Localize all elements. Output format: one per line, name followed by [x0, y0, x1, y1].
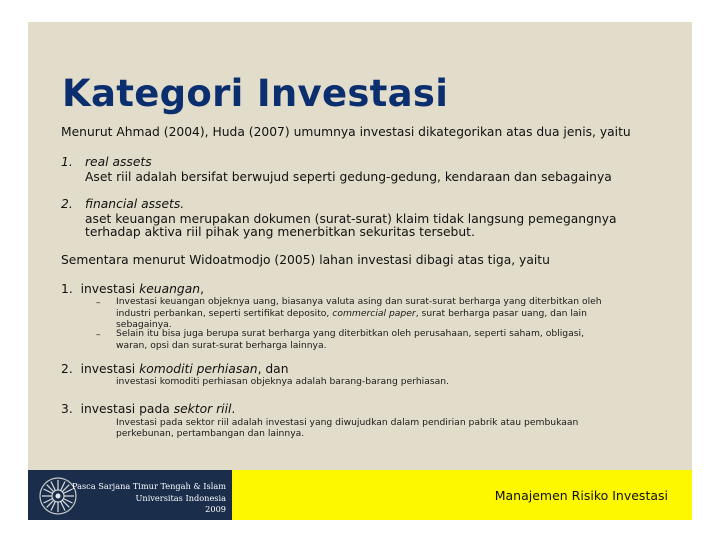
bullet2-line2: waran, opsi dan surat-surat berharga lainnya.: [116, 339, 327, 351]
list2-number-2: 2.: [61, 362, 73, 376]
list1-number-2: 2.: [61, 197, 73, 211]
footer-line2: Universitas Indonesia: [135, 493, 226, 503]
intro-text: Menurut Ahmad (2004), Huda (2007) umumnya investasi dikategorikan atas dua jenis, yaitu: [61, 125, 631, 139]
bullet1-line2a: industri perbankan, seperti sertifikat deposito,: [116, 307, 333, 319]
list2-desc-3b: perkebunan, pertambangan dan lainnya.: [116, 428, 305, 439]
list1-desc-2a: aset keuangan merupakan dokumen (surat-surat) klaim tidak langsung pemegangnya: [85, 212, 617, 226]
list2-term-1: keuangan: [139, 282, 201, 296]
list1-desc-1: Aset riil adalah bersifat berwujud seperti gedung-gedung, kendaraan dan sebagainya: [85, 170, 612, 184]
bullet1-line3: sebagainya.: [116, 319, 172, 330]
list2-number-3: 3.: [61, 402, 73, 416]
list2-item1-heading: [61, 282, 204, 297]
list2-prefix-3: investasi pada: [80, 402, 174, 416]
bullet1-line2b: commercial paper: [332, 307, 416, 319]
list2-number-1: 1.: [61, 282, 73, 296]
footer-line1: Pasca Sarjana Timur Tengah & Islam: [71, 481, 226, 491]
bullet-dash: –: [96, 297, 101, 308]
list2-prefix-2: investasi: [80, 362, 140, 376]
bullet1-line2c: , surat berharga pasar uang, dan lain: [415, 307, 587, 319]
list2-term-3: sektor riil: [173, 402, 232, 416]
bullet-text-2: [116, 328, 656, 351]
bullet2-line1: Selain itu bisa juga berupa surat berharga yang diterbitkan oleh perusahaan, seperti saham, obligasi,: [116, 328, 585, 339]
list2-prefix-1: investasi: [80, 282, 140, 296]
list1-desc-2b: terhadap aktiva riil pihak yang menerbitkan sekuritas tersebut.: [85, 225, 475, 239]
list1-term-2: financial assets.: [85, 197, 185, 211]
bullet1-line1: Investasi keuangan objeknya uang, biasanya valuta asing dan surat-surat berharga yang diterbitkan oleh: [116, 296, 602, 307]
list2-suffix-2: , dan: [257, 362, 289, 376]
list1-term-1: real assets: [85, 155, 152, 169]
footer-institution-panel: [28, 470, 232, 520]
list2-term-2: komoditi perhiasan: [139, 362, 258, 376]
intro2-text: Sementara menurut Widoatmodjo (2005) lahan investasi dibagi atas tiga, yaitu: [61, 253, 550, 267]
list2-item2-heading: [61, 362, 289, 377]
bullet-text-1: [116, 296, 656, 331]
list2-desc-3a: Investasi pada sektor riil adalah investasi yang diwujudkan dalam pendirian pabrik atau pembukaan: [116, 417, 579, 428]
list2-desc-2: investasi komoditi perhiasan objeknya adalah barang-barang perhiasan.: [116, 376, 450, 387]
footer-year: 2009: [205, 504, 226, 514]
slide-title: Kategori Investasi: [62, 72, 449, 115]
footer-course-panel: [232, 470, 692, 520]
course-title: Manajemen Risiko Investasi: [494, 488, 668, 503]
list2-item3-heading: [61, 402, 235, 417]
bullet-dash: –: [96, 329, 101, 340]
list2-suffix-1: ,: [200, 282, 204, 296]
list2-suffix-3: .: [231, 402, 236, 416]
list1-number-1: 1.: [61, 155, 73, 169]
bullet1-line2: [116, 308, 656, 320]
